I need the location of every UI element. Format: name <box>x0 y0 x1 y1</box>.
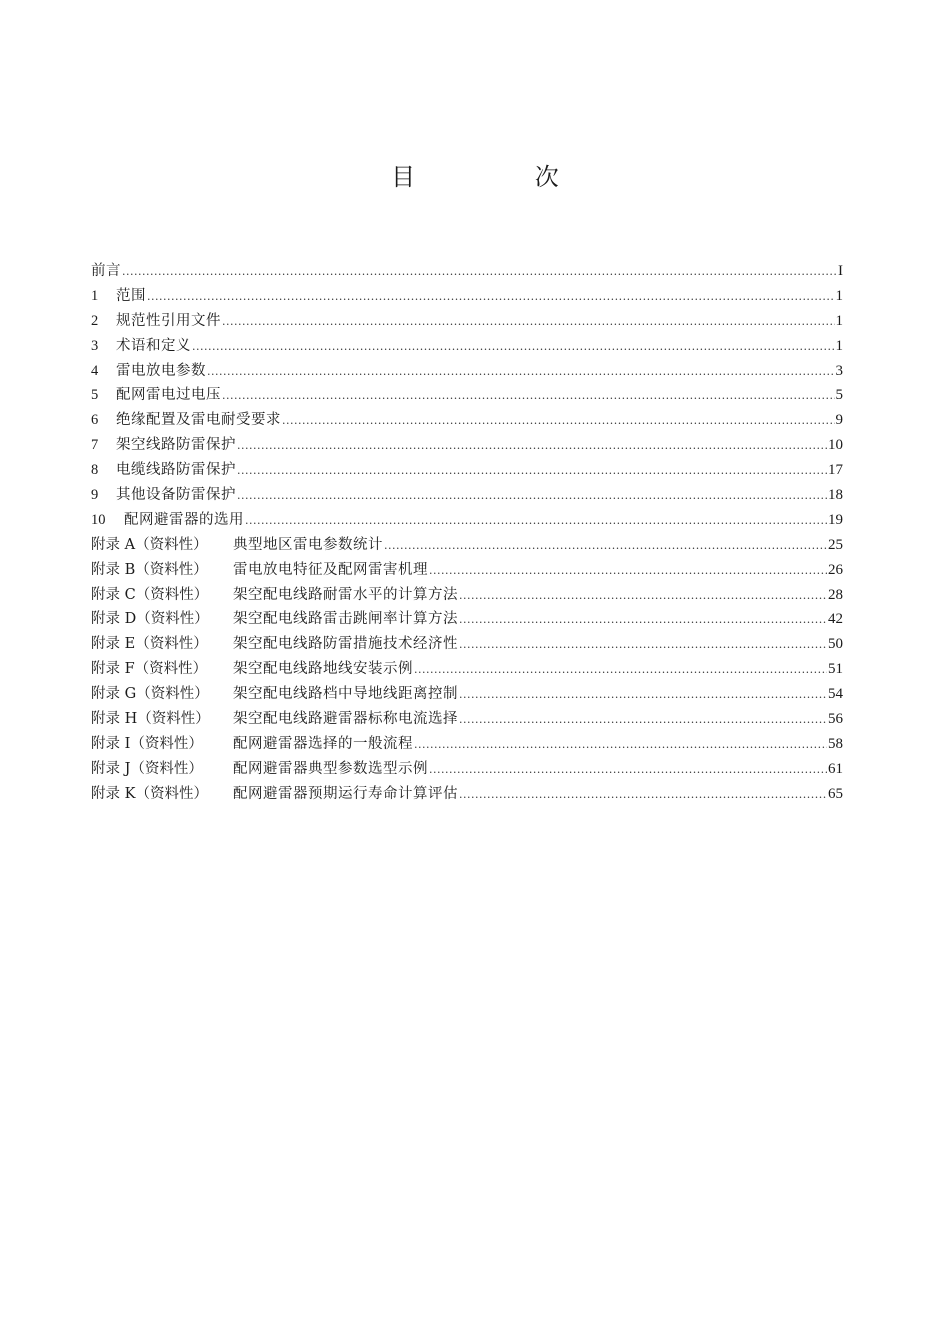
toc-label: 架空配电线路避雷器标称电流选择 <box>233 711 458 728</box>
dot-leader <box>237 484 827 509</box>
toc-entry[interactable] <box>91 433 843 458</box>
toc-page: 17 <box>828 462 843 479</box>
toc-label: 架空配电线路雷击跳闸率计算方法 <box>233 611 458 628</box>
toc-page: 5 <box>835 387 843 404</box>
toc-label: 配网避雷器预期运行寿命计算评估 <box>233 785 458 802</box>
toc-page: 28 <box>828 586 843 603</box>
toc-number: 3 <box>91 337 99 354</box>
toc-number: 2 <box>91 312 99 329</box>
page-title: 目 次 <box>391 163 615 191</box>
toc-appendix-entry[interactable] <box>91 632 843 657</box>
appendix-prefix: 附录 J（资料性） <box>91 760 203 777</box>
dot-leader <box>192 335 835 360</box>
dot-leader <box>147 285 835 310</box>
toc-number: 5 <box>91 387 99 404</box>
toc-appendix-entry[interactable] <box>91 583 843 608</box>
toc-label: 典型地区雷电参数统计 <box>233 536 383 553</box>
toc-label: 雷电放电特征及配网雷害机理 <box>233 561 428 578</box>
toc-label: 配网避雷器典型参数选型示例 <box>233 760 428 777</box>
toc-label: 术语和定义 <box>116 337 191 354</box>
appendix-prefix: 附录 K（资料性） <box>91 785 208 802</box>
toc-appendix-entry[interactable] <box>91 707 843 732</box>
toc-page: 58 <box>828 735 843 752</box>
table-of-contents <box>91 259 843 807</box>
appendix-prefix: 附录 H（资料性） <box>91 711 210 728</box>
toc-label: 绝缘配置及雷电耐受要求 <box>116 412 281 429</box>
toc-label: 规范性引用文件 <box>116 312 221 329</box>
appendix-prefix: 附录 I（资料性） <box>91 735 203 752</box>
toc-entry[interactable] <box>91 284 843 309</box>
toc-entry-foreword[interactable] <box>91 259 843 284</box>
toc-page: 1 <box>835 312 843 329</box>
toc-appendix-entry[interactable] <box>91 657 843 682</box>
dot-leader <box>282 409 835 434</box>
dot-leader <box>414 733 827 758</box>
toc-page: I <box>838 263 843 279</box>
toc-number: 8 <box>91 462 99 479</box>
toc-page: 25 <box>828 536 843 553</box>
toc-label: 配网避雷器的选用 <box>124 511 244 528</box>
toc-page: 18 <box>828 487 843 504</box>
toc-page: 61 <box>828 760 843 777</box>
toc-entry[interactable] <box>91 359 843 384</box>
dot-leader <box>222 310 835 335</box>
toc-appendix-entry[interactable] <box>91 757 843 782</box>
toc-page: 54 <box>828 686 843 703</box>
toc-label: 前言 <box>91 263 121 279</box>
appendix-prefix: 附录 B（资料性） <box>91 561 208 578</box>
toc-number: 7 <box>91 437 99 454</box>
toc-entry[interactable] <box>91 508 843 533</box>
toc-page: 65 <box>828 785 843 802</box>
dot-leader <box>237 434 827 459</box>
toc-entry[interactable] <box>91 383 843 408</box>
toc-appendix-entry[interactable] <box>91 558 843 583</box>
dot-leader <box>459 783 827 808</box>
toc-label: 架空配电线路档中导地线距离控制 <box>233 686 458 703</box>
dot-leader <box>459 608 827 633</box>
toc-label: 配网避雷器选择的一般流程 <box>233 735 413 752</box>
appendix-prefix: 附录 F（资料性） <box>91 661 208 678</box>
appendix-prefix: 附录 D（资料性） <box>91 611 209 628</box>
toc-page: 1 <box>835 337 843 354</box>
toc-page: 51 <box>828 661 843 678</box>
toc-page: 3 <box>835 362 843 379</box>
toc-page: 1 <box>835 287 843 304</box>
appendix-prefix: 附录 C（资料性） <box>91 586 209 603</box>
toc-label: 雷电放电参数 <box>116 362 206 379</box>
dot-leader <box>245 509 827 534</box>
toc-page: 26 <box>828 561 843 578</box>
toc-entry[interactable] <box>91 408 843 433</box>
toc-label: 架空线路防雷保护 <box>116 437 236 454</box>
toc-page: 10 <box>828 437 843 454</box>
toc-page: 9 <box>835 412 843 429</box>
toc-appendix-entry[interactable] <box>91 607 843 632</box>
toc-number: 1 <box>91 287 99 304</box>
toc-entry[interactable] <box>91 309 843 334</box>
toc-label: 其他设备防雷保护 <box>116 487 236 504</box>
toc-number: 6 <box>91 412 99 429</box>
toc-label: 电缆线路防雷保护 <box>116 462 236 479</box>
dot-leader <box>207 360 835 385</box>
toc-appendix-entry[interactable] <box>91 732 843 757</box>
dot-leader <box>459 683 827 708</box>
appendix-prefix: 附录 E（资料性） <box>91 636 208 653</box>
toc-entry[interactable] <box>91 458 843 483</box>
appendix-prefix: 附录 A（资料性） <box>91 536 208 553</box>
appendix-prefix: 附录 G（资料性） <box>91 686 209 703</box>
toc-number: 4 <box>91 362 99 379</box>
dot-leader <box>429 559 827 584</box>
dot-leader <box>237 459 827 484</box>
toc-number: 10 <box>91 511 106 528</box>
toc-appendix-entry[interactable] <box>91 533 843 558</box>
toc-page: 42 <box>828 611 843 628</box>
dot-leader <box>459 708 827 733</box>
dot-leader <box>122 260 837 285</box>
toc-page: 19 <box>828 511 843 528</box>
toc-entry[interactable] <box>91 483 843 508</box>
toc-page: 56 <box>828 711 843 728</box>
toc-page: 50 <box>828 636 843 653</box>
toc-label: 范围 <box>116 287 146 304</box>
dot-leader <box>222 384 835 409</box>
toc-appendix-entry[interactable] <box>91 682 843 707</box>
dot-leader <box>459 633 827 658</box>
toc-label: 架空配电线路防雷措施技术经济性 <box>233 636 458 653</box>
dot-leader <box>384 534 827 559</box>
toc-label: 架空配电线路地线安装示例 <box>233 661 413 678</box>
dot-leader <box>459 584 827 609</box>
dot-leader <box>414 658 827 683</box>
toc-entry[interactable] <box>91 334 843 359</box>
dot-leader <box>429 758 827 783</box>
toc-number: 9 <box>91 487 99 504</box>
toc-label: 配网雷电过电压 <box>116 387 221 404</box>
toc-label: 架空配电线路耐雷水平的计算方法 <box>233 586 458 603</box>
toc-appendix-entry[interactable] <box>91 782 843 807</box>
